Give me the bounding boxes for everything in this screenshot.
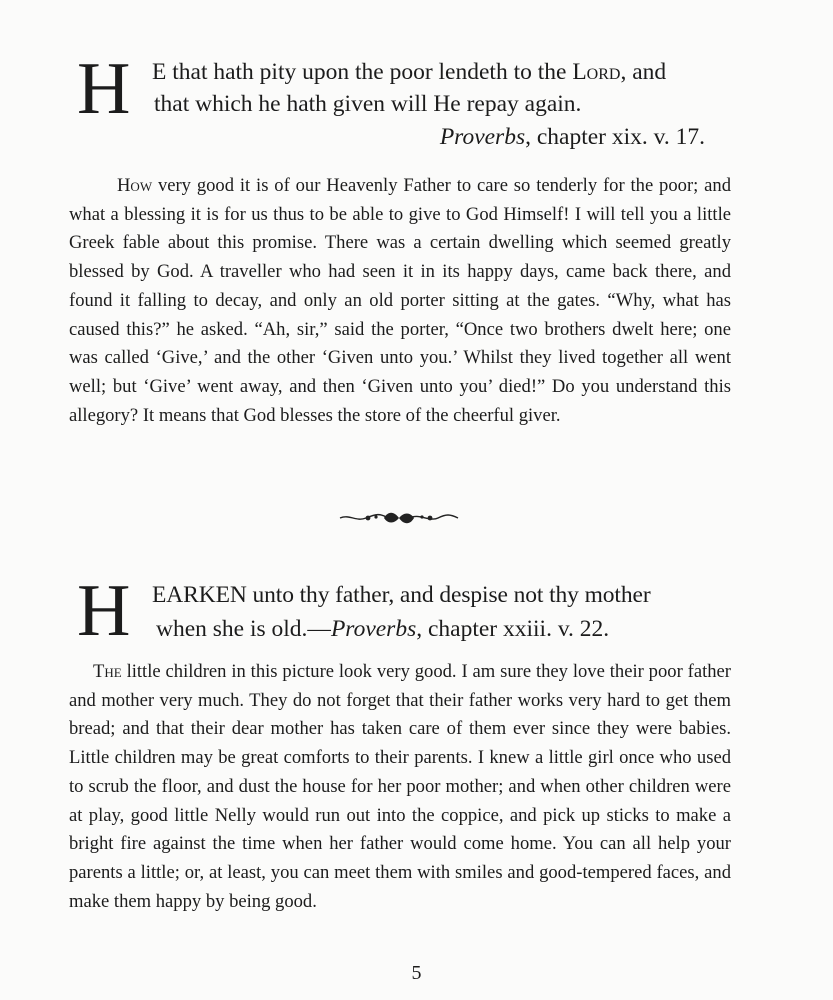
verse-1-line-1	[152, 57, 666, 87]
reference-chapter: , chapter xxiii. v. 22.	[416, 616, 610, 642]
paragraph-1-text: very good it is of our Heavenly Father to care so tenderly for the poor; and what a blessing it is for us thus to be able to give to God Himself! I will tell you a little Greek fable about this promise. There was a certain dwelling which seemed greatly blessed by God. A traveller who had seen it in its happy days, came back there, and found it falling to decay, and only an old porter sitting at the gates. “Why, what has caused this?” he asked. “Ah, sir,” said the porter, “Once two brothers dwelt here; one was called ‘Give,’ and the other ‘Given unto you.’ Whilst they lived together all went well; but ‘Give’ went away, and then ‘Given unto you’ died!” Do you understand this allegory? It means that God blesses the store of the cheerful giver.	[69, 175, 731, 426]
drop-cap: H	[77, 570, 131, 652]
verse-1-text-end: , and	[620, 59, 667, 85]
verse-2-line-2	[156, 614, 609, 644]
verse-2-text: when she is old.—	[156, 616, 331, 642]
paragraph-1	[69, 172, 731, 430]
reference-book: Proverbs	[330, 616, 417, 642]
paragraph-2-text: little children in this picture look very good. I am sure they love their poor father and mother very much. They do not forget that their father works very hard to get them bread; and that their dear mother has taken care of them ever since they were babies. Little children may be great comforts to their parents. I knew a little girl once who used to scrub the floor, and dust the house for her poor mother; and when other children were at play, good little Nelly would run out into the coppice, and pick up sticks to make a bright fire against the time when her father would come home. You can all help your parents a little; or, at least, you can meet them with smiles and good-tempered faces, and make them happy by being good.	[69, 661, 731, 912]
reference-chapter: , chapter xix. v. 17.	[525, 124, 705, 150]
paragraph-2-lead: The	[93, 661, 122, 682]
reference-book: Proverbs	[439, 124, 526, 150]
paragraph-2	[69, 658, 731, 916]
ornament-divider	[338, 508, 460, 528]
drop-cap: H	[77, 48, 131, 130]
page-number: 5	[411, 962, 422, 984]
verse-1	[70, 48, 735, 156]
verse-1-lord: Lord	[572, 59, 621, 85]
verse-2	[70, 570, 735, 652]
verse-1-text: E that hath pity upon the poor lendeth to the	[152, 59, 573, 85]
verse-1-line-2: that which he hath given will He repay again.	[154, 91, 582, 117]
paragraph-1-lead: How	[117, 175, 153, 196]
verse-1-reference	[440, 122, 705, 152]
verse-2-line-1: EARKEN unto thy father, and despise not thy mother	[152, 582, 651, 608]
